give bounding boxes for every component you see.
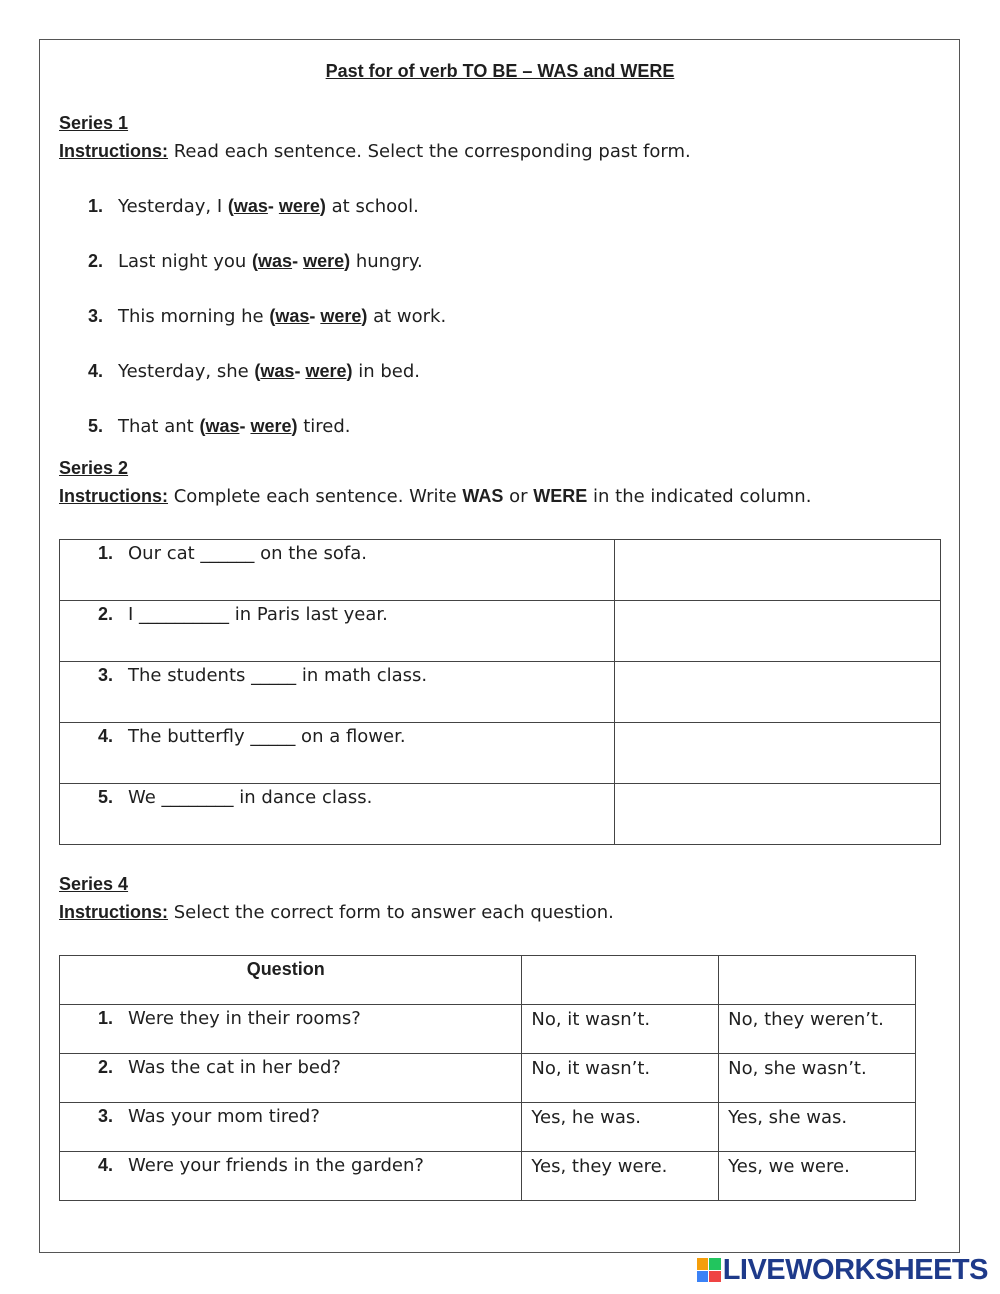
series-4-table <box>59 955 916 1201</box>
item-number: 5. <box>88 416 104 436</box>
question-cell <box>60 1152 522 1201</box>
option-was[interactable]: was <box>258 251 293 271</box>
series-4-heading: Series 4 <box>59 874 129 894</box>
answer-option-a[interactable]: No, it wasn’t. <box>522 1054 719 1103</box>
item-number: 1. <box>88 196 104 216</box>
option-was[interactable]: was <box>233 196 268 216</box>
question-cell <box>60 1005 522 1054</box>
instructions-text: Complete each sentence. Write <box>168 486 463 507</box>
item-number: 2. <box>98 604 114 624</box>
item-number: 2. <box>88 251 104 271</box>
sentence-start: Yesterday, she <box>118 361 255 382</box>
sentence-text: I __________ in Paris last year. <box>128 604 388 625</box>
question-header-label: Question <box>246 959 325 979</box>
sentence-cell <box>60 540 615 601</box>
instructions-text: Read each sentence. Select the corresponding past form. <box>168 141 691 162</box>
series-1-heading: Series 1 <box>59 113 129 133</box>
instructions-label: Instructions: <box>59 486 169 506</box>
option-was[interactable]: was <box>260 361 295 381</box>
option-were[interactable]: were <box>278 196 320 216</box>
header-cell <box>719 956 916 1005</box>
instructions-text: Select the correct form to answer each question. <box>168 902 614 923</box>
option-were[interactable]: were <box>320 306 362 326</box>
item-number: 4. <box>88 361 104 381</box>
item-number: 3. <box>88 306 104 326</box>
series-1-item: 3. This morning he (was- were) at work. <box>88 306 447 327</box>
item-number: 4. <box>98 726 114 746</box>
sentence-text: The butterfly _____ on a flower. <box>128 726 406 747</box>
question-text: Were your friends in the garden? <box>128 1155 424 1176</box>
option-were[interactable]: were <box>305 361 347 381</box>
question-header <box>60 956 522 1005</box>
question-cell <box>60 1054 522 1103</box>
liveworksheets-logo-icon <box>697 1258 721 1282</box>
table-row <box>60 540 941 601</box>
series-4-instructions <box>59 902 614 923</box>
table-row <box>60 723 941 784</box>
were-keyword: WERE <box>533 486 588 506</box>
question-cell <box>60 1103 522 1152</box>
liveworksheets-logo <box>697 1255 988 1285</box>
item-number: 2. <box>98 1057 114 1077</box>
series-2-heading: Series 2 <box>59 458 129 478</box>
series-1-item: 4. Yesterday, she (was- were) in bed. <box>88 361 420 382</box>
answer-option-a[interactable]: Yes, he was. <box>522 1103 719 1152</box>
sentence-end: tired. <box>297 416 351 437</box>
sentence-start: This morning he <box>118 306 270 327</box>
table-row <box>60 784 941 845</box>
table-row <box>60 1152 916 1201</box>
sentence-start: That ant <box>118 416 200 437</box>
answer-cell[interactable] <box>615 784 941 845</box>
question-text: Was your mom tired? <box>128 1106 320 1127</box>
sentence-start: Yesterday, I <box>118 196 228 217</box>
item-number: 3. <box>98 1106 114 1126</box>
sentence-end: hungry. <box>350 251 423 272</box>
answer-option-b[interactable]: Yes, she was. <box>719 1103 916 1152</box>
item-number: 1. <box>98 543 114 563</box>
series-2-table <box>59 539 941 845</box>
liveworksheets-logo-text: LIVEWORKSHEETS <box>722 1253 988 1286</box>
answer-cell[interactable] <box>615 662 941 723</box>
question-text: Were they in their rooms? <box>128 1008 361 1029</box>
sentence-text: Our cat ______ on the sofa. <box>128 543 368 564</box>
sentence-end: at work. <box>367 306 447 327</box>
table-row <box>60 1054 916 1103</box>
answer-option-b[interactable]: Yes, we were. <box>719 1152 916 1201</box>
table-row <box>60 662 941 723</box>
series-1-item: 1. Yesterday, I (was- were) at school. <box>88 196 419 217</box>
series-1-instructions <box>59 141 691 162</box>
item-number: 3. <box>98 665 114 685</box>
sentence-text: We ________ in dance class. <box>128 787 373 808</box>
question-text: Was the cat in her bed? <box>128 1057 341 1078</box>
answer-option-b[interactable]: No, she wasn’t. <box>719 1054 916 1103</box>
series-2-instructions <box>59 486 811 507</box>
table-row <box>60 1103 916 1152</box>
instructions-text: in the indicated column. <box>587 486 812 507</box>
answer-cell[interactable] <box>615 723 941 784</box>
was-keyword: WAS <box>462 486 504 506</box>
answer-option-b[interactable]: No, they weren’t. <box>719 1005 916 1054</box>
sentence-text: The students _____ in math class. <box>128 665 428 686</box>
worksheet-title: Past for of verb TO BE – WAS and WERE <box>325 61 675 81</box>
instructions-label: Instructions: <box>59 902 169 922</box>
sentence-cell <box>60 662 615 723</box>
answer-cell[interactable] <box>615 601 941 662</box>
option-was[interactable]: was <box>275 306 310 326</box>
option-was[interactable]: was <box>205 416 240 436</box>
table-row <box>60 601 941 662</box>
series-1-item: 5. That ant (was- were) tired. <box>88 416 351 437</box>
sentence-end: at school. <box>325 196 419 217</box>
instructions-text: or <box>503 486 534 507</box>
table-row <box>60 1005 916 1054</box>
answer-option-a[interactable]: Yes, they were. <box>522 1152 719 1201</box>
sentence-start: Last night you <box>118 251 253 272</box>
sentence-cell <box>60 784 615 845</box>
option-were[interactable]: were <box>250 416 292 436</box>
sentence-end: in bed. <box>352 361 420 382</box>
option-were[interactable]: were <box>303 251 345 271</box>
answer-option-a[interactable]: No, it wasn’t. <box>522 1005 719 1054</box>
header-cell <box>522 956 719 1005</box>
sentence-cell <box>60 601 615 662</box>
item-number: 5. <box>98 787 114 807</box>
instructions-label: Instructions: <box>59 141 169 161</box>
item-number: 1. <box>98 1008 114 1028</box>
table-header-row <box>60 956 916 1005</box>
item-number: 4. <box>98 1155 114 1175</box>
series-1-item: 2. Last night you (was- were) hungry. <box>88 251 423 272</box>
sentence-cell <box>60 723 615 784</box>
answer-cell[interactable] <box>615 540 941 601</box>
